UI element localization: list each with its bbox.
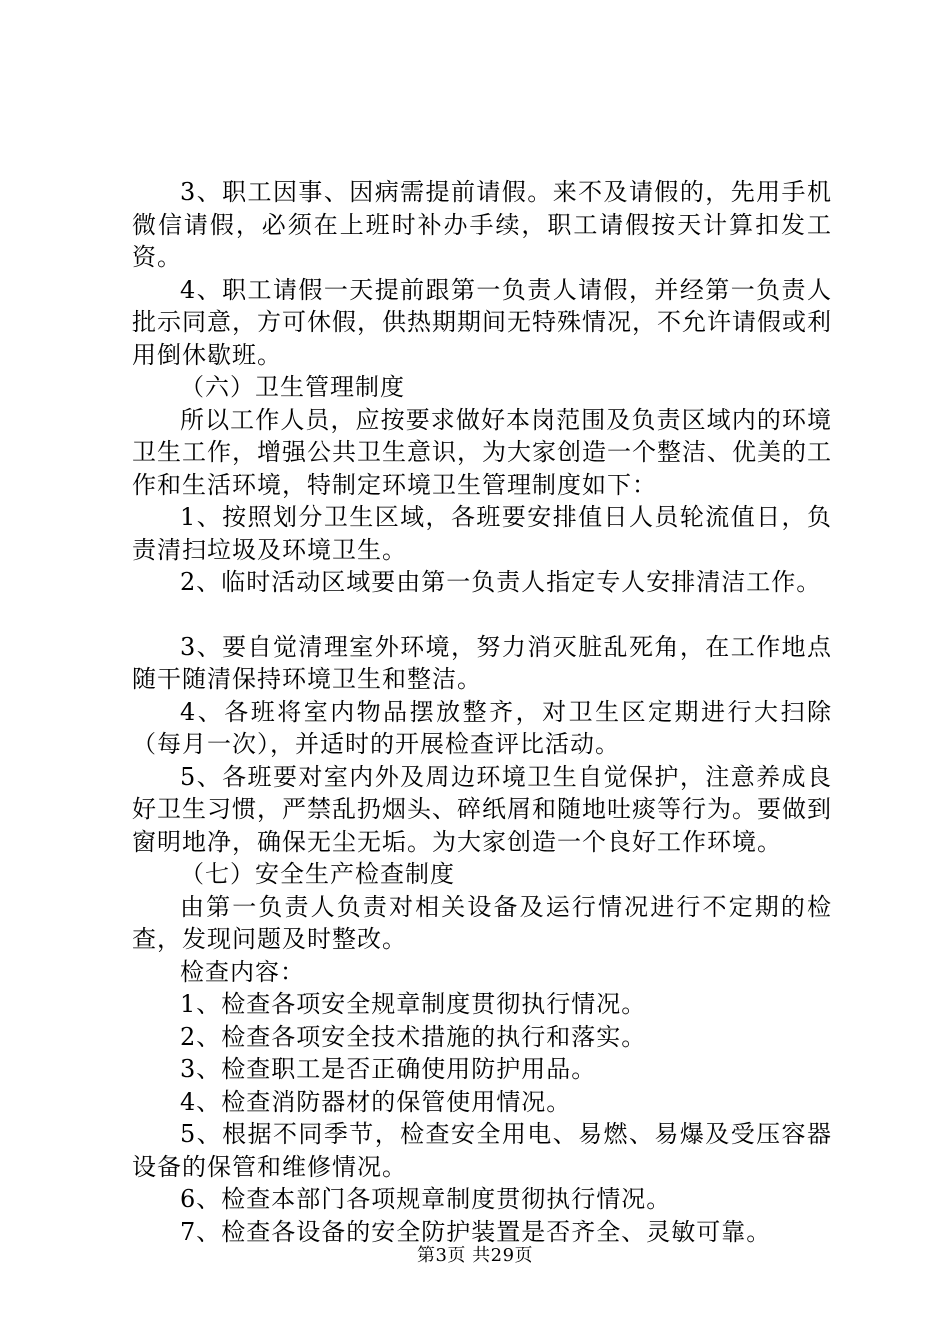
paragraph-inspection-4: 4、检查消防器材的保管使用情况。	[180, 1087, 572, 1116]
paragraph-hygiene-intro: 所以工作人员，应按要求做好本岗范围及负责区域内的环境卫生工作，增强公共卫生意识，为大家创造一个整洁、优美的工作和生活环境，特制定环境卫生管理制度如下：	[132, 405, 832, 499]
paragraph-inspection-3: 3、检查职工是否正确使用防护用品。	[180, 1055, 597, 1083]
paragraph-inspection-1: 1、检查各项安全规章制度贯彻执行情况。	[180, 990, 647, 1018]
document-body	[132, 176, 832, 1248]
section-heading-hygiene: （六）卫生管理制度	[180, 373, 405, 401]
paragraph-inspection-2: 2、检查各项安全技术措施的执行和落实。	[180, 1022, 647, 1051]
paragraph-hygiene-2: 2、临时活动区域要由第一负责人指定专人安排清洁工作。	[180, 568, 822, 596]
paragraph-safety-intro: 由第一负责人负责对相关设备及运行情况进行不定期的检查，发现问题及时整改。	[132, 892, 832, 953]
page-number-footer: 第3页 共29页	[416, 1245, 534, 1266]
paragraph-inspection-7: 7、检查各设备的安全防护装置是否齐全、灵敏可靠。	[180, 1217, 772, 1246]
paragraph-inspection-label: 检查内容：	[180, 957, 305, 986]
blank-line	[132, 599, 832, 631]
paragraph-hygiene-4: 4、各班将室内物品摆放整齐，对卫生区定期进行大扫除（每月一次），并适时的开展检查评比活动。	[132, 697, 832, 758]
paragraph-hygiene-3: 3、要自觉清理室外环境，努力消灭脏乱死角，在工作地点随干随清保持环境卫生和整洁。	[132, 632, 832, 693]
paragraph-inspection-5: 5、根据不同季节，检查安全用电、易燃、易爆及受压容器设备的保管和维修情况。	[132, 1120, 832, 1181]
paragraph-leave-4: 4、职工请假一天提前跟第一负责人请假，并经第一负责人批示同意，方可休假，供热期期间无特殊情况，不允许请假或利用倒休歇班。	[132, 275, 832, 369]
paragraph-leave-3: 3、职工因事、因病需提前请假。来不及请假的，先用手机微信请假，必须在上班时补办手续，职工请假按天计算扣发工资。	[132, 178, 832, 271]
paragraph-hygiene-5: 5、各班要对室内外及周边环境卫生自觉保护，注意养成良好卫生习惯，严禁乱扔烟头、碎纸屑和随地吐痰等行为。要做到窗明地净，确保无尘无垢。为大家创造一个良好工作环境。	[132, 762, 832, 856]
section-heading-safety: （七）安全生产检查制度	[180, 860, 455, 888]
paragraph-inspection-6: 6、检查本部门各项规章制度贯彻执行情况。	[180, 1185, 672, 1213]
paragraph-hygiene-1: 1、按照划分卫生区域，各班要安排值日人员轮流值日，负责清扫垃圾及环境卫生。	[132, 503, 832, 564]
